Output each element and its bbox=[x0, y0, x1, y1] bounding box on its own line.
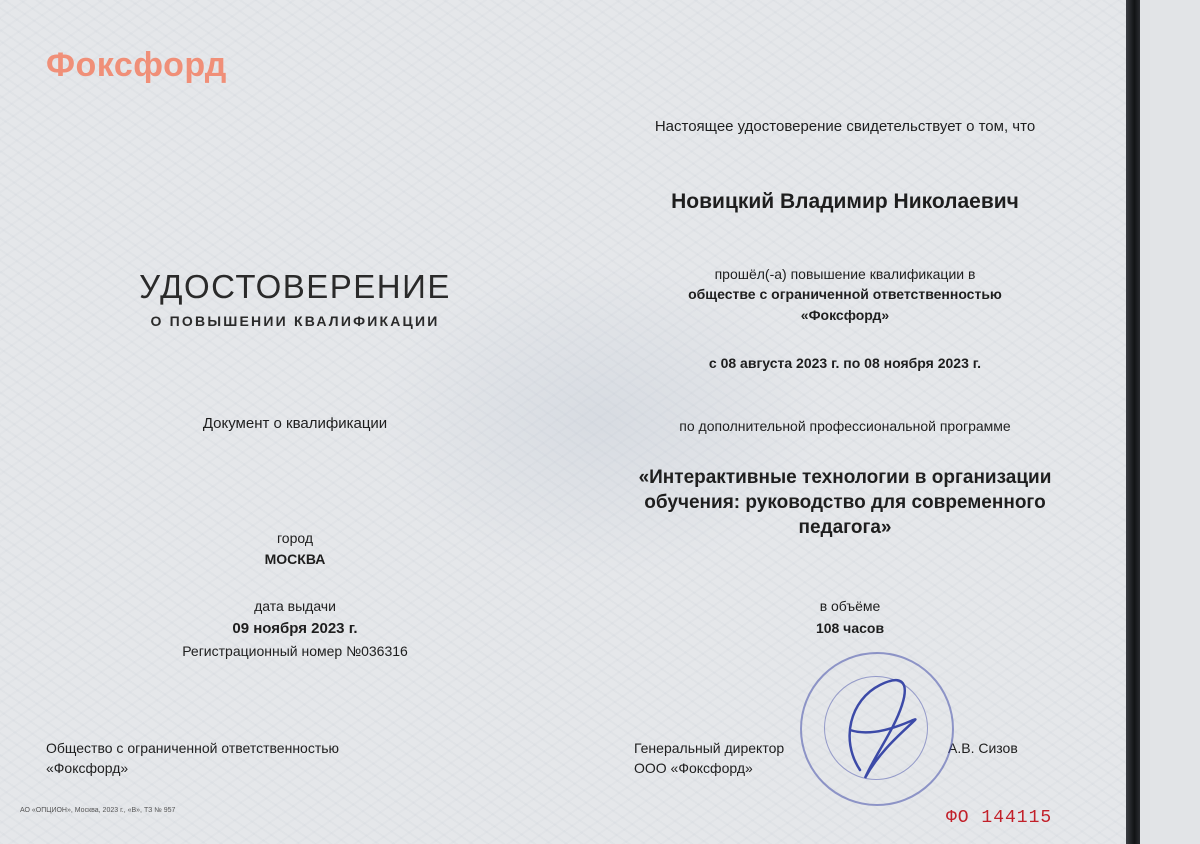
issue-date-label: дата выдачи bbox=[254, 598, 336, 614]
issuer-org-line2: «Фоксфорд» bbox=[46, 760, 129, 776]
certificate-title: УДОСТОВЕРЕНИЕ bbox=[139, 268, 451, 305]
director-signature bbox=[820, 660, 940, 790]
serial-number: ФО 144115 bbox=[946, 808, 1053, 828]
certificate-subtitle: О ПОВЫШЕНИИ КВАЛИФИКАЦИИ bbox=[150, 313, 440, 329]
training-org-line1: обществе с ограниченной ответственностью bbox=[688, 286, 1002, 302]
holder-name: Новицкий Владимир Николаевич bbox=[671, 190, 1019, 213]
director-name: А.В. Сизов bbox=[948, 740, 1018, 756]
city-label: город bbox=[276, 530, 314, 546]
intro-text: Настоящее удостоверение свидетельствует о том, что bbox=[654, 118, 1036, 135]
program-title-line2: обучения: руководство для современного bbox=[644, 492, 1046, 513]
binding-spine bbox=[1126, 0, 1140, 844]
director-title-line1: Генеральный директор bbox=[634, 740, 785, 756]
registration-number: Регистрационный номер №036316 bbox=[182, 643, 408, 659]
document-type: Документ о квалификации bbox=[202, 415, 388, 432]
program-label: по дополнительной профессиональной программе bbox=[679, 418, 1011, 434]
program-title-line3: педагога» bbox=[798, 517, 892, 538]
issue-date: 09 ноября 2023 г. bbox=[232, 620, 358, 637]
program-title-line1: «Интерактивные технологии в организации bbox=[638, 467, 1052, 488]
volume-hours: 108 часов bbox=[815, 620, 885, 636]
volume-label: в объёме bbox=[819, 598, 881, 614]
city-value: МОСКВА bbox=[264, 551, 326, 567]
director-title-line2: ООО «Фоксфорд» bbox=[634, 760, 753, 776]
printer-imprint: АО «ОПЦИОН», Москва, 2023 г., «В», ТЗ № 957 bbox=[20, 807, 176, 814]
training-org-line2: «Фоксфорд» bbox=[800, 307, 890, 323]
foxford-logo: Фоксфорд bbox=[46, 46, 227, 84]
passed-text: прошёл(-а) повышение квалификации в bbox=[714, 266, 976, 282]
issuer-org-line1: Общество с ограниченной ответственностью bbox=[46, 740, 340, 756]
training-period: с 08 августа 2023 г. по 08 ноября 2023 г. bbox=[708, 355, 982, 371]
cover-edge bbox=[1140, 0, 1200, 844]
